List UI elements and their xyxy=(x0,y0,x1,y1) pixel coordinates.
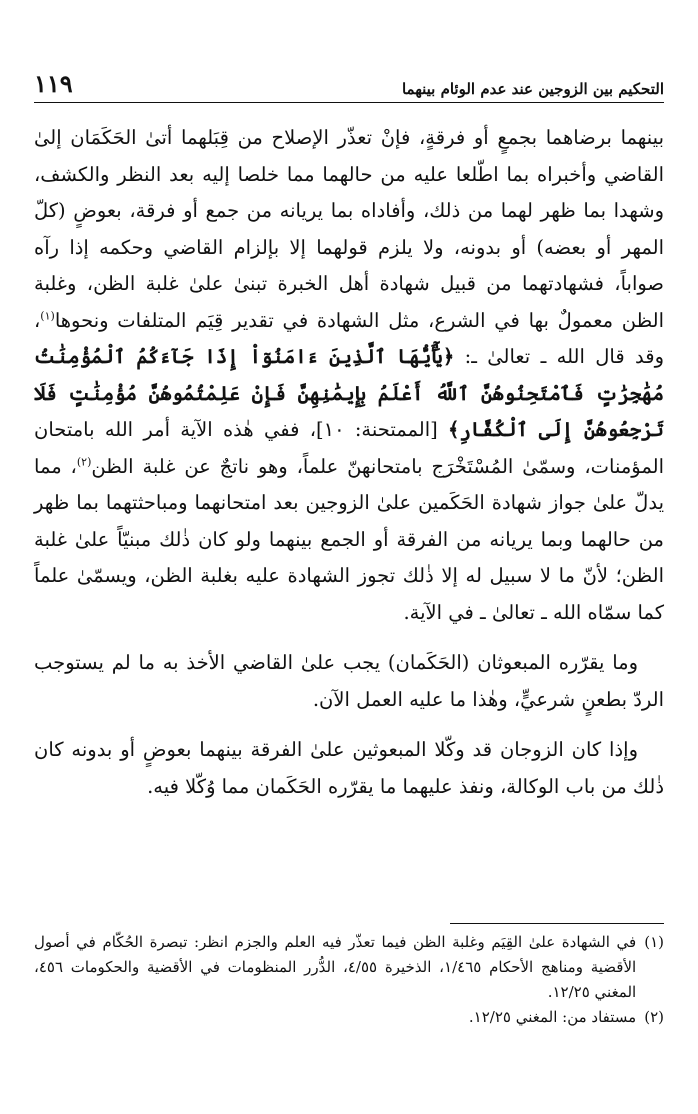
footnote-text: في الشهادة علىٰ القِيَم وغلبة الظن فيما تعذّر فيه العلم والجزم انظر: تبصرة الحُكّام في أصول الأقضية ومناهج الأحكام ١/٤٦٥، الذخيرة ٤/٥٥، الدُّرر المنظومات في الأقضية والحكومات ٤٥٦، المغني ١٢/٢٥. xyxy=(34,933,637,1001)
paragraph-1-part-c: ، ففي هٰذه الآية أمر الله بامتحان المؤمنات، وسمّىٰ المُسْتَخْرَج بامتحانهنّ علماً، وهو ناتجٌ عن غلبة الظن xyxy=(34,418,664,478)
footnote-number: (٢) xyxy=(644,1008,664,1026)
footnote-separator xyxy=(450,923,664,924)
page-number: ١١٩ xyxy=(34,69,73,98)
quran-verse: ﴿يَٰٓأَيُّهَا ٱلَّذِينَ ءَامَنُوٓاْ إِذَا جَآءَكُمُ ٱلْمُؤْمِنَٰتُ مُهَٰجِرَٰتٍ فَٱمْتَحِنُوهُنَّ ٱللَّهُ أَعْلَمُ بِإِيمَٰنِهِنَّ فَإِنْ عَلِمْتُمُوهُنَّ مُؤْمِنَٰتٍ فَلَا تَرْجِعُوهُنَّ إِلَى ٱلْكُفَّارِ﴾ xyxy=(34,345,664,441)
main-text xyxy=(34,120,664,805)
footnote-ref-1: (١) xyxy=(40,309,55,322)
quran-reference: [الممتحنة: ١٠] xyxy=(316,418,449,441)
paragraph-1 xyxy=(34,120,664,631)
paragraph-3: وإذا كان الزوجان قد وكّلا المبعوثين علىٰ الفرقة بينهما بعوضٍ أو بدونه كان ذٰلك من باب الوكالة، ونفذ عليهما ما يقرّره الحَكَمان مما وُكّلا فيه. xyxy=(34,738,664,798)
paragraph-1-part-a: بينهما برضاهما بجمعٍ أو فرقةٍ، فإنْ تعذّر الإصلاح من قِبَلهما أتىٰ الحَكَمَان إلىٰ القاضي وأخبراه بما اطّلعا عليه من حالهما مما خلصا إليه بعد النظر والكشف، وشهدا بما ظهر لهما من ذلك، وأفاداه بما يريانه من جمع أو فرقة، بعوضٍ (كلّ المهر أو بعضه) أو بدونه، ولا يلزم قولهما إلا بإلزام القاضي وحكمه إذا رآه صواباً، فشهادتهما من قبيل شهادة أهل الخبرة تبنىٰ علىٰ غلبة الظن، وغلبة الظن معمولٌ بها في الشرع، مثل الشهادة في تقدير قِيَم المتلفات ونحوها xyxy=(34,126,664,332)
footnotes xyxy=(34,930,664,1030)
footnote-1 xyxy=(34,930,664,1005)
footnote-text: مستفاد من: المغني ١٢/٢٥. xyxy=(468,1008,637,1026)
footnote-number: (١) xyxy=(644,933,664,951)
page-header xyxy=(34,58,664,103)
running-title: التحكيم بين الزوجين عند عدم الوئام بينهما xyxy=(401,80,664,98)
footnote-2 xyxy=(34,1005,664,1030)
paragraph-2: وما يقرّره المبعوثان (الحَكَمان) يجب علىٰ القاضي الأخذ به ما لم يستوجب الردّ بطعنٍ شرعيٍّ، وهٰذا ما عليه العمل الآن. xyxy=(34,651,664,711)
paragraph-1-part-b: ، وقد قال الله ـ تعالىٰ ـ: xyxy=(34,308,664,368)
footnote-ref-2: (٢) xyxy=(76,455,92,468)
paragraph-1-part-d: ، مما يدلّ علىٰ جواز شهادة الحَكَمين علىٰ الزوجين بعد امتحانهما ومباحثتهما بما ظهر من حالهما وبما يريانه من الفرقة أو الجمع بينهما ولو كان ذٰلك مبنيّاً علىٰ غلبة الظن؛ لأنّ ما لا سبيل له إلا ذٰلك تجوز الشهادة عليه بغلبة الظن، ويسمّىٰ علماً كما سمّاه الله ـ تعالىٰ ـ في الآية. xyxy=(34,454,664,624)
